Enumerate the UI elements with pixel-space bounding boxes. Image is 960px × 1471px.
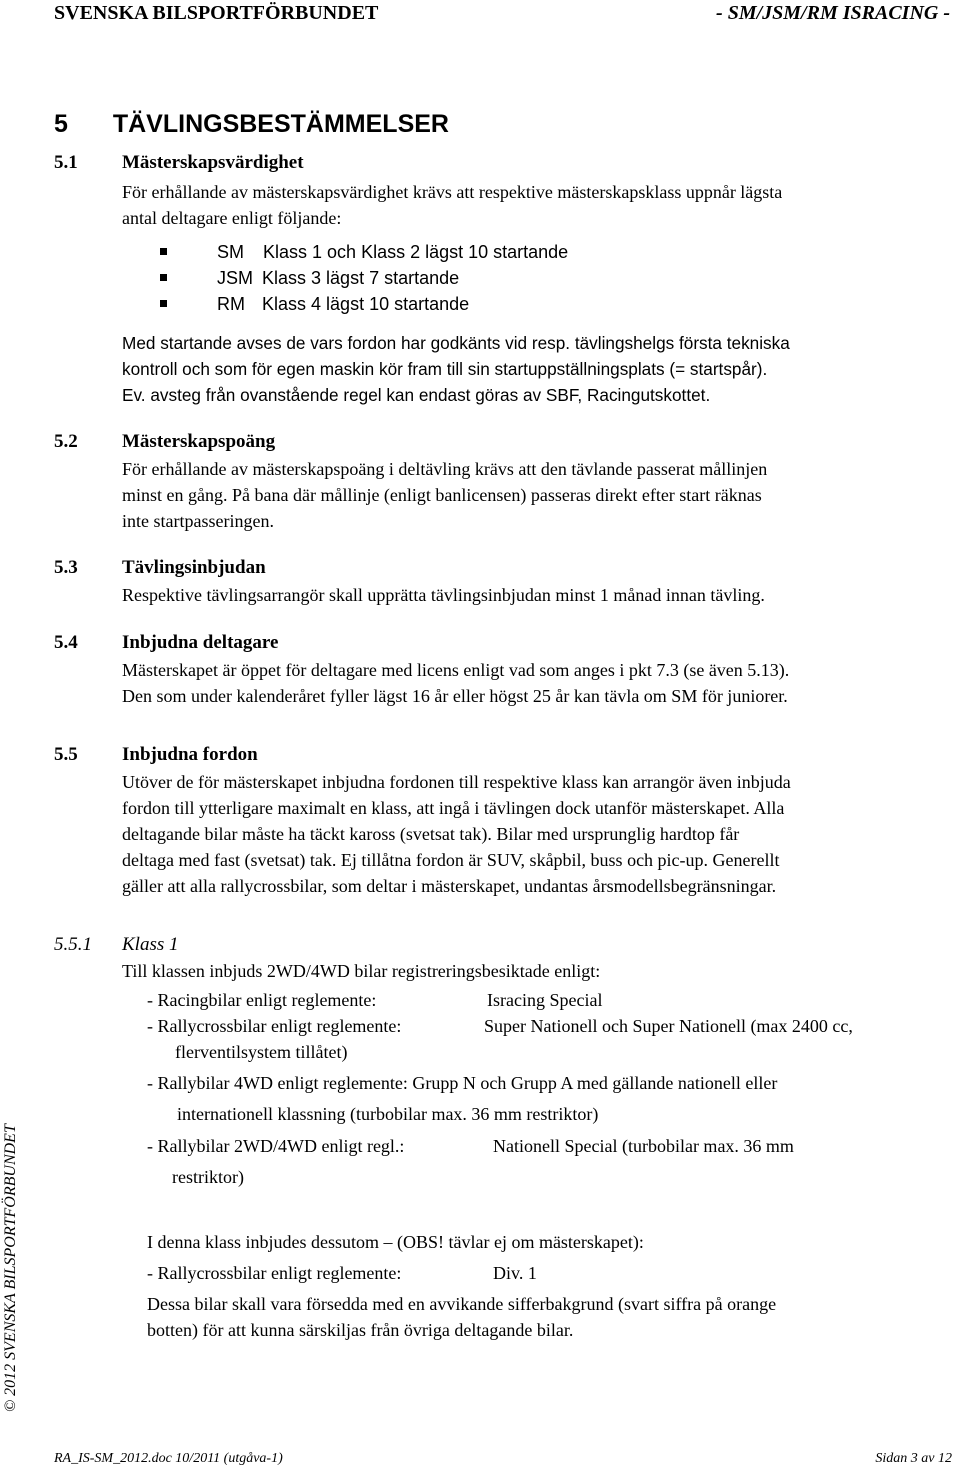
header-org: SVENSKA BILSPORTFÖRBUNDET xyxy=(54,2,379,24)
s54-number: 5.4 xyxy=(54,632,78,653)
s52-line3: inte startpasseringen. xyxy=(122,511,274,531)
s551-row2-label: - Rallycrossbilar enligt reglemente: xyxy=(147,1016,402,1036)
s551-row4-value: Nationell Special (turbobilar max. 36 mm xyxy=(493,1136,794,1156)
s53-line1: Respektive tävlingsarrangör skall upprätta tävlingsinbjudan minst 1 månad innan tävling. xyxy=(122,585,765,605)
section-heading: TÄVLINGSBESTÄMMELSER xyxy=(112,110,449,138)
s52-line2: minst en gång. På bana där mållinje (enligt banlicensen) passeras direkt efter start räknas xyxy=(122,485,762,505)
s551-row1-value: Isracing Special xyxy=(487,990,603,1010)
square-bullet-icon xyxy=(160,300,167,307)
s55-paragraph xyxy=(122,769,942,899)
item-code: RM xyxy=(217,294,245,314)
s53-number: 5.3 xyxy=(54,557,78,578)
s55-number: 5.5 xyxy=(54,744,78,765)
s551-heading: Klass 1 xyxy=(122,934,179,955)
footer-page-number: Sidan 3 av 12 xyxy=(875,1451,952,1466)
s52-number: 5.2 xyxy=(54,431,78,452)
item-code: SM xyxy=(217,242,244,262)
section-title xyxy=(54,110,449,139)
s551-row1-label: - Racingbilar enligt reglemente: xyxy=(147,990,377,1010)
s551-extra2-label: - Rallycrossbilar enligt reglemente: xyxy=(147,1263,402,1283)
s55-line1: Utöver de för mästerskapet inbjudna fordonen till respektive klass kan arrangör även inbjuda xyxy=(122,772,791,792)
page-header xyxy=(0,0,960,30)
s551-row3-cont: internationell klassning (turbobilar max. 36 mm restriktor) xyxy=(177,1104,599,1124)
s551-extra4: botten) för att kunna särskiljas från övriga deltagande bilar. xyxy=(147,1320,574,1340)
s51-note xyxy=(122,330,942,408)
s51-line2: antal deltagare enligt följande: xyxy=(122,208,342,228)
s551-row4-label: - Rallybilar 2WD/4WD enligt regl.: xyxy=(147,1136,405,1156)
s551-extra1: I denna klass inbjudes dessutom – (OBS! tävlar ej om mästerskapet): xyxy=(147,1232,644,1252)
s55-line4: deltaga med fast (svetsat) tak. Ej tillåtna fordon är SUV, skåpbil, buss och pic-up. Generellt xyxy=(122,850,780,870)
s51-heading: Mästerskapsvärdighet xyxy=(122,152,304,173)
footer-filename: RA_IS-SM_2012.doc 10/2011 (utgåva-1) xyxy=(54,1451,283,1466)
s53-heading: Tävlingsinbjudan xyxy=(122,557,266,578)
square-bullet-icon xyxy=(160,274,167,281)
s551-extra2-value: Div. 1 xyxy=(493,1263,537,1283)
s55-heading: Inbjudna fordon xyxy=(122,744,258,765)
s54-line2: Den som under kalenderåret fyller lägst 16 år eller högst 25 år kan tävla om SM för juniorer. xyxy=(122,686,788,706)
s51-note2: kontroll och som för egen maskin kör fram till sin startuppställningsplats (= startspår). xyxy=(122,359,768,379)
square-bullet-icon xyxy=(160,248,167,255)
s551-row4-cont: restriktor) xyxy=(172,1167,244,1187)
s51-note1: Med startande avses de vars fordon har godkänts vid resp. tävlingshelgs första tekniska xyxy=(122,333,790,353)
s55-line3: deltagande bilar måste ha täckt kaross (svetsat tak). Bilar med ursprunglig hardtop får xyxy=(122,824,740,844)
s53-paragraph xyxy=(122,582,942,608)
header-series: - SM/JSM/RM ISRACING - xyxy=(716,2,950,24)
s54-heading: Inbjudna deltagare xyxy=(122,632,279,653)
s52-heading: Mästerskapspoäng xyxy=(122,431,276,452)
s551-row2-cont: flerventilsystem tillåtet) xyxy=(175,1042,348,1062)
s551-intro: Till klassen inbjuds 2WD/4WD bilar registreringsbesiktade enligt: xyxy=(122,961,601,981)
s55-line5: gäller att alla rallycrossbilar, som deltar i mästerskapet, undantas årsmodellsbegränsningar. xyxy=(122,876,777,896)
s551-row2-value: Super Nationell och Super Nationell (max 2400 cc, xyxy=(484,1016,853,1036)
item-text: Klass 4 lägst 10 startande xyxy=(262,294,470,314)
s52-paragraph xyxy=(122,456,942,534)
s51-line1: För erhållande av mästerskapsvärdighet krävs att respektive mästerskapsklass uppnår lägsta xyxy=(122,182,783,202)
s551-extra3: Dessa bilar skall vara försedda med en avvikande sifferbakgrund (svart siffra på orange xyxy=(147,1294,777,1314)
s54-line1: Mästerskapet är öppet för deltagare med licens enligt vad som anges i pkt 7.3 (se även 5.13). xyxy=(122,660,790,680)
item-text: Klass 1 och Klass 2 lägst 10 startande xyxy=(263,242,569,262)
s51-number: 5.1 xyxy=(54,152,78,173)
s51-note3: Ev. avsteg från ovanstående regel kan endast göras av SBF, Racingutskottet. xyxy=(122,385,711,405)
copyright-sidebar: © 2012 SVENSKA BILSPORTFÖRBUNDET xyxy=(2,1124,19,1412)
section-number: 5 xyxy=(54,110,68,138)
s551-number: 5.5.1 xyxy=(54,934,92,955)
s52-line1: För erhållande av mästerskapspoäng i deltävling krävs att den tävlande passerat mållinjen xyxy=(122,459,768,479)
s55-line2: fordon till ytterligare maximalt en klass, att ingå i tävlingen dock utanför mästerskapet. Alla xyxy=(122,798,785,818)
item-text: Klass 3 lägst 7 startande xyxy=(262,268,460,288)
s551-row3: - Rallybilar 4WD enligt reglemente: Grupp N och Grupp A med gällande nationell eller xyxy=(147,1073,778,1093)
s54-paragraph xyxy=(122,657,942,709)
s51-paragraph xyxy=(122,179,942,231)
item-code: JSM xyxy=(217,268,253,288)
